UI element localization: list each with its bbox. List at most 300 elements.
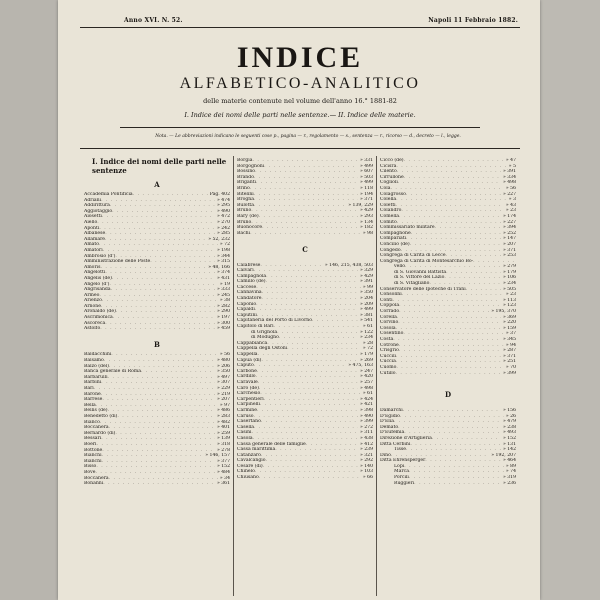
entry-name: Capua (di) (237, 357, 262, 363)
entry-name: Capaldi (237, 307, 255, 313)
volume-description: delle materie contenute nel volume dell'anno 16.° 1881-82 (203, 97, 397, 105)
entry-page: » 541 (359, 318, 373, 324)
entry-name: Cassa marittima (237, 447, 276, 453)
entry-page: » 474 (216, 197, 230, 203)
entry-name: Cardillo (237, 374, 256, 380)
entry-name: Baldacchini (84, 352, 112, 358)
entry-page: » 122 (359, 329, 373, 335)
entry-page: » 498 (502, 180, 516, 186)
entry-page: » 300 (216, 320, 230, 326)
entry-name: Angelotti (84, 270, 106, 276)
entry-page: » 52, 232 (208, 236, 230, 242)
entry-page: » 146, 215, 438, 503 (324, 262, 373, 268)
section-rule-bottom (80, 148, 520, 149)
entry-page: » 498 (359, 385, 373, 391)
entry-name: Corvino (380, 320, 399, 326)
entry-page: » 381 (359, 312, 373, 318)
entry-name: Ditta Cerbini (380, 441, 411, 447)
entry-page: » 238 (502, 424, 516, 430)
entry-name: Bellis (de) (84, 408, 108, 414)
entry-page: » 242 (216, 225, 230, 231)
entry-page: » 239 (359, 447, 373, 453)
entry-page: » 399 (502, 370, 516, 376)
entry-page: » 282 (216, 303, 230, 309)
entry-page: » 98 (362, 230, 373, 236)
entry-name: Cilento (380, 169, 397, 175)
entry-page: » 607 (359, 169, 373, 175)
entry-name: Accademia Pontificia (84, 192, 133, 197)
entry-name: Borgognoni (237, 163, 265, 169)
entry-page: » 331 (359, 158, 373, 163)
entry-name: D'Egidio (380, 413, 400, 419)
entry-name: D'Elia (380, 419, 394, 425)
entry-page: » 70 (505, 364, 516, 370)
entry-page: » 344 (216, 253, 230, 259)
entry-page: » 56 (219, 352, 230, 358)
entry-page: » 311 (359, 430, 373, 436)
entry-page: » 293 (359, 213, 373, 219)
entry-page: » 307 (216, 380, 230, 386)
entry-name: Dino (380, 452, 391, 458)
entry-name: Cappella degli Ostoni (237, 346, 288, 352)
entry-page: » 438 (359, 435, 373, 441)
scan-margin-right (540, 0, 600, 600)
entry-page: » 48, 166 (208, 264, 230, 270)
entry-name: Calabrese (237, 262, 261, 268)
entry-name: Caruso (237, 413, 254, 419)
entry-page: » 391 (359, 279, 373, 285)
entry-page: » 259 (216, 430, 230, 436)
entry-name: Colandro (380, 208, 402, 214)
entry-page: » 251 (502, 359, 516, 365)
entry-name: Armeo (84, 292, 100, 298)
entry-name: Demato (380, 424, 399, 430)
entry-page: » 333 (216, 287, 230, 293)
entry-name: Compagnone (380, 230, 411, 236)
entry-name: Bianchi (84, 453, 102, 459)
entry-name: Aronaldo (de) (84, 309, 116, 315)
letter-heading-a: A (154, 180, 160, 189)
entry-name: Caravale (237, 379, 258, 385)
entry-name: Bari (84, 386, 94, 391)
entry-name: Aiosetti (84, 214, 102, 220)
entry-name: Brando (237, 174, 254, 180)
entry-page: » 194 (359, 191, 373, 197)
entry-name: Congedo (380, 247, 401, 253)
entry-name: Amministrazione delle Poste (84, 259, 151, 265)
entry-name: Caccese (237, 284, 257, 290)
entry-page: » 227 (502, 219, 516, 225)
entry-name: Bianchi (84, 458, 102, 464)
entry-page: » 490 (359, 413, 373, 419)
entry-page: » 459 (216, 326, 230, 332)
entry-name: D'Eufemia (380, 430, 405, 436)
entry-page: » 37 (505, 331, 516, 337)
entry-name: Boccanera (84, 425, 109, 431)
entry-name: Allamare (84, 236, 106, 242)
entry-page: » 206 (216, 363, 230, 369)
entry-page: » 270 (216, 219, 230, 225)
entry-page: » 247 (359, 368, 373, 374)
entry-name: Cirrullone (380, 174, 404, 180)
entry-page: » 207 (502, 241, 516, 247)
entry-page: » 198 (216, 247, 230, 253)
entry-page: » 61 (362, 324, 373, 330)
entry-page: » 113 (502, 297, 516, 303)
entry-page: » 499 (359, 180, 373, 186)
entry-name: Bossino (237, 169, 256, 175)
entry-name: Cesare (di) (237, 463, 263, 469)
entry-name: Cuccia (380, 359, 396, 365)
entry-name: Aggiotaggio (84, 208, 113, 214)
entry-name: Cassa generale delle famiglie (237, 441, 306, 447)
entry-page: » 139 (216, 436, 230, 442)
entry-page: » 472 (216, 214, 230, 220)
entry-name: Bove (84, 469, 96, 475)
page-subtitle: ALFABETICO-ANALITICO (179, 75, 421, 92)
entry-name: Carpentieri (237, 396, 264, 402)
entry-page: » 272 (359, 424, 373, 430)
entry-page: » 38 (219, 298, 230, 304)
entry-name: Albanese (84, 231, 106, 237)
entry-name: Buonocore (237, 225, 263, 231)
place-date: Napoli 11 Febbraio 1882. (428, 17, 518, 24)
entry-page: » 398 (359, 407, 373, 413)
entry-name: Corrado (380, 309, 400, 315)
entry-page: » 482 (216, 419, 230, 425)
entry-name: Angrisanda (84, 287, 111, 293)
entry-page: » 19 (219, 281, 230, 287)
entry-page: » 23 (505, 292, 516, 298)
entry-page: » 391 (502, 169, 516, 175)
entry-page: » 371 (502, 247, 516, 253)
entry-name: Adriani (84, 197, 102, 203)
entry-name: Ascoreca (84, 320, 106, 326)
entry-name: Coglioli (380, 180, 398, 186)
entry-page: » 61 (362, 391, 373, 397)
entry-page: » 429 (359, 208, 373, 214)
entry-name: Concilio (de) (380, 241, 410, 247)
entry-name: Amoris (84, 264, 101, 270)
entry-page: » 318 (216, 441, 230, 447)
entry-name: Bernardo (di) (84, 430, 116, 436)
entry-name: Crisgrio (380, 348, 399, 354)
entry-name: Candatore (237, 296, 262, 302)
entry-name: Barbini (84, 380, 102, 386)
entry-page: » 371 (359, 197, 373, 203)
entry-page: » 152 (502, 435, 516, 441)
entry-name: Chinelo (237, 469, 255, 475)
entry-page: » 329 (359, 268, 373, 274)
entry-page: » 234 (502, 281, 516, 287)
entry-name: di Grignola (251, 329, 278, 335)
section-rule (120, 127, 480, 128)
entry-page: » 140 (359, 463, 373, 469)
entry-page: » 484 (216, 469, 230, 475)
entry-name: Aiello (84, 219, 98, 225)
entry-page: » 179 (359, 352, 373, 357)
entry-page: » 43 (505, 202, 516, 208)
entry-name: Comito (380, 219, 397, 225)
entry-name: Capitolo di Bari (237, 324, 274, 330)
entry-name: Conti (380, 297, 393, 303)
entry-page: » 72 (362, 346, 373, 352)
entry-page: » 197 (216, 315, 230, 321)
entry-name: Barbarulli (84, 374, 108, 380)
entry-page: » 287 (502, 348, 516, 354)
entry-page: » 89 (505, 463, 516, 469)
entry-page: » 94 (505, 342, 516, 348)
entry-name: Chiusano (237, 475, 259, 481)
entry-name: Angelis (de) (84, 275, 112, 281)
entry-name: Campagnola (237, 273, 267, 279)
entry-page: » 252 (502, 230, 516, 236)
entry-page: » 207 (216, 397, 230, 403)
abbreviation-note: Nota. — Le abbreviazioni indicano le seguenti cose p., pagina — r., regolamento — s., sentenza — r., ricorso — d., decreto — l., legge. (155, 134, 461, 139)
entry-page: » 99 (362, 284, 373, 290)
entry-name: di S. Vitagliano (394, 281, 430, 287)
entry-page: » 159 (502, 325, 516, 331)
entry-name: di Modugno (251, 335, 279, 341)
entry-page: » 480 (216, 358, 230, 364)
entry-name: Ruggieri (394, 480, 415, 486)
page-title: INDICE (236, 41, 364, 74)
entry-name: Amato (84, 242, 100, 248)
entry-page: » 227 (502, 191, 516, 197)
entry-name: Arnone (84, 303, 101, 309)
entry-name: Arienzo (84, 298, 102, 304)
entry-page: » 142 (502, 447, 516, 453)
entry-page: » 283 (216, 413, 230, 419)
entry-name: Cotrone (380, 342, 399, 348)
entry-name: Caponio (237, 301, 257, 307)
entry-name: Cuomo (380, 364, 397, 370)
entry-page: » 103 (359, 469, 373, 475)
entry-page: » 490 (216, 208, 230, 214)
entry-page: » 464 (502, 458, 516, 464)
entry-name: Bisso (84, 464, 97, 470)
entry-page: » 66 (362, 475, 373, 481)
entry-page: » 123 (502, 303, 516, 309)
entry-name: Tisse (394, 447, 406, 453)
entry-page: » 118 (359, 185, 373, 191)
entry-name: Briganti (237, 180, 256, 186)
entry-page: » 209 (359, 301, 373, 307)
entry-page: » 399 (359, 419, 373, 425)
entry-name: Calvari (237, 268, 254, 274)
entry-page: » 204 (359, 296, 373, 302)
index-entry (380, 481, 516, 487)
entry-name: Cosola (380, 325, 396, 331)
entry-name: Coletti (380, 202, 396, 208)
entry-name: Consolini (380, 292, 402, 298)
entry-name: Ditta Ehrensperger (380, 458, 426, 464)
entry-name: Congrega di Carità di Montesarchio Bo- (380, 258, 474, 264)
entry-page: » 369 (502, 314, 516, 320)
entry-name: Ascrimonica (84, 315, 113, 321)
entry-name: Casola (237, 435, 253, 441)
entry-name: Cappella (237, 352, 258, 357)
entry-page: » 475, 163 (348, 363, 373, 369)
entry-page: » 74 (505, 469, 516, 475)
entry-name: Ambrosio (d') (84, 253, 116, 259)
entry-name: Cutillo (380, 370, 396, 376)
entry-page: » 97 (219, 402, 230, 408)
entry-name: Corella (380, 314, 397, 320)
entry-page: » 412 (359, 441, 373, 447)
entry-page: » 374 (216, 270, 230, 276)
index-entry (380, 371, 516, 377)
index-entry (84, 326, 230, 332)
entry-page: » 3 (508, 197, 516, 203)
entry-name: Benedetto (di) (84, 413, 118, 419)
entry-name: Bachi (237, 230, 251, 236)
header-rule (80, 27, 520, 28)
entry-page: » 486 (216, 408, 230, 414)
entry-page: » 195, 370 (491, 309, 516, 315)
entry-name: Bessari (84, 436, 102, 442)
entry-name: Cannavina (237, 290, 262, 296)
entry-name: Balsamo (84, 358, 104, 364)
entry-page: » 321 (359, 452, 373, 458)
scan-margin-left (0, 0, 58, 600)
entry-page: » 179 (502, 269, 516, 275)
entry-name: Marca (394, 469, 409, 475)
entry-name: Bary (de) (237, 213, 259, 219)
entry-name: Bella (84, 402, 96, 408)
entry-page: » 292 (359, 458, 373, 464)
entry-page: » 499 (359, 163, 373, 169)
entry-name: Caro (de) (237, 385, 259, 391)
entry-page: » 28 (362, 340, 373, 346)
entry-page: » 401 (216, 425, 230, 431)
entry-name: Conservatore delle Ipoteche di Trani (380, 286, 466, 292)
entry-page: » 315 (216, 259, 230, 265)
entry-page: » 174 (502, 213, 516, 219)
leader-dots (250, 231, 361, 237)
entry-name: Colagrosso (380, 191, 406, 197)
entry-name: Congrega di Carità di Lecce (380, 253, 446, 259)
entry-page: » 424 (359, 396, 373, 402)
entry-page: » 345 (502, 337, 516, 342)
entry-page: » 350 (216, 369, 230, 375)
entry-name: Astolfo (84, 326, 101, 332)
index-entry (237, 475, 373, 481)
entry-page: » 56 (505, 185, 516, 191)
entry-name: Amatori (84, 247, 103, 253)
entry-name: Banca generale di Roma (84, 369, 141, 375)
entry-page: » 269 (359, 357, 373, 363)
entry-page: » 147 (502, 236, 516, 242)
entry-page: » 253 (502, 253, 516, 259)
issue-number: Anno XVI. N. 52. (124, 17, 183, 24)
entry-page: » 350 (359, 290, 373, 296)
entry-page: » 394 (502, 225, 516, 231)
entry-name: Catanzaro (237, 452, 261, 458)
index-column-1 (84, 158, 230, 487)
entry-page: » 377 (216, 458, 230, 464)
entry-name: Bonanni (84, 481, 104, 487)
entry-page: » 219 (216, 391, 230, 397)
leader-dots (103, 481, 215, 487)
entry-page: » 421 (359, 402, 373, 408)
entry-page: » 26 (505, 413, 516, 419)
entry-name: Comella (380, 213, 400, 219)
entry-page: » 23 (505, 208, 516, 214)
entry-page: » 285 (216, 231, 230, 237)
entry-name: Barone (84, 391, 101, 397)
entry-page: » 257 (359, 379, 373, 385)
entry-page: » 139, 229 (348, 202, 373, 208)
entry-name: Caputini (237, 312, 257, 318)
entry-name: Bruno (237, 219, 252, 225)
entry-name: Costa (380, 337, 394, 342)
entry-page: » 503 (359, 174, 373, 180)
leader-dots (259, 475, 361, 481)
entry-name: Caputo (237, 363, 254, 369)
entry-name: Casella (237, 424, 255, 430)
entry-name: Casertano (237, 419, 261, 425)
column-divider (233, 156, 234, 596)
entry-page: » 334 (502, 174, 516, 180)
entry-name: di S. Giovanni Battista (394, 269, 447, 275)
index-column-3 (380, 158, 516, 486)
entry-page: » 497 (216, 374, 230, 380)
entry-page: » 279 (502, 264, 516, 270)
entry-name: Addirittura (84, 203, 110, 209)
entry-page: » 192, 207 (491, 452, 516, 458)
entry-name: Colella (380, 197, 397, 203)
entry-page: » 131 (502, 441, 516, 447)
entry-name: Carpinelli (237, 402, 260, 408)
entry-name: Cavalcangio (237, 458, 266, 464)
entry-page: » 47 (505, 158, 516, 163)
entry-name: Bruno (237, 208, 252, 214)
index-entry (237, 231, 373, 237)
entry-page: Pag. 402 (209, 192, 230, 197)
entry-name: Cicisra (380, 163, 397, 169)
entry-name: di S. Vittore del Lazio (394, 275, 445, 281)
entry-name: Lopi (394, 463, 405, 469)
entry-page: » 295 (216, 203, 230, 209)
entry-page: » 290 (216, 309, 230, 315)
entry-name: Angelo (d') (84, 281, 110, 287)
entry-name: Balzo (del) (84, 363, 109, 369)
entry-page: » 182 (359, 225, 373, 231)
entry-page: » 5 (508, 163, 516, 169)
leader-dots (414, 481, 501, 487)
entry-name: Boeri (84, 441, 97, 447)
entry-page: » 134 (359, 219, 373, 225)
entry-name: vello (394, 264, 406, 270)
entry-page: » 361 (216, 481, 230, 487)
entry-name: Bitelini (237, 191, 254, 197)
leader-dots (396, 371, 501, 377)
entry-name: Cosentino (380, 331, 404, 337)
entry-name: Carbone (237, 368, 257, 374)
entry-page: » 493 (502, 430, 516, 436)
entry-page: » 220 (502, 320, 516, 326)
entry-name: Brogna (237, 197, 254, 203)
entry-name: Aponti (84, 225, 100, 231)
index-entry (84, 481, 230, 487)
entry-page: » 479 (502, 419, 516, 425)
entry-page: » 146, 157 (205, 453, 230, 459)
entry-page: » 234 (359, 335, 373, 341)
entry-name: Boccanera (84, 475, 109, 481)
entry-page: » 34 (219, 475, 230, 481)
entry-page: » 152 (216, 464, 230, 470)
